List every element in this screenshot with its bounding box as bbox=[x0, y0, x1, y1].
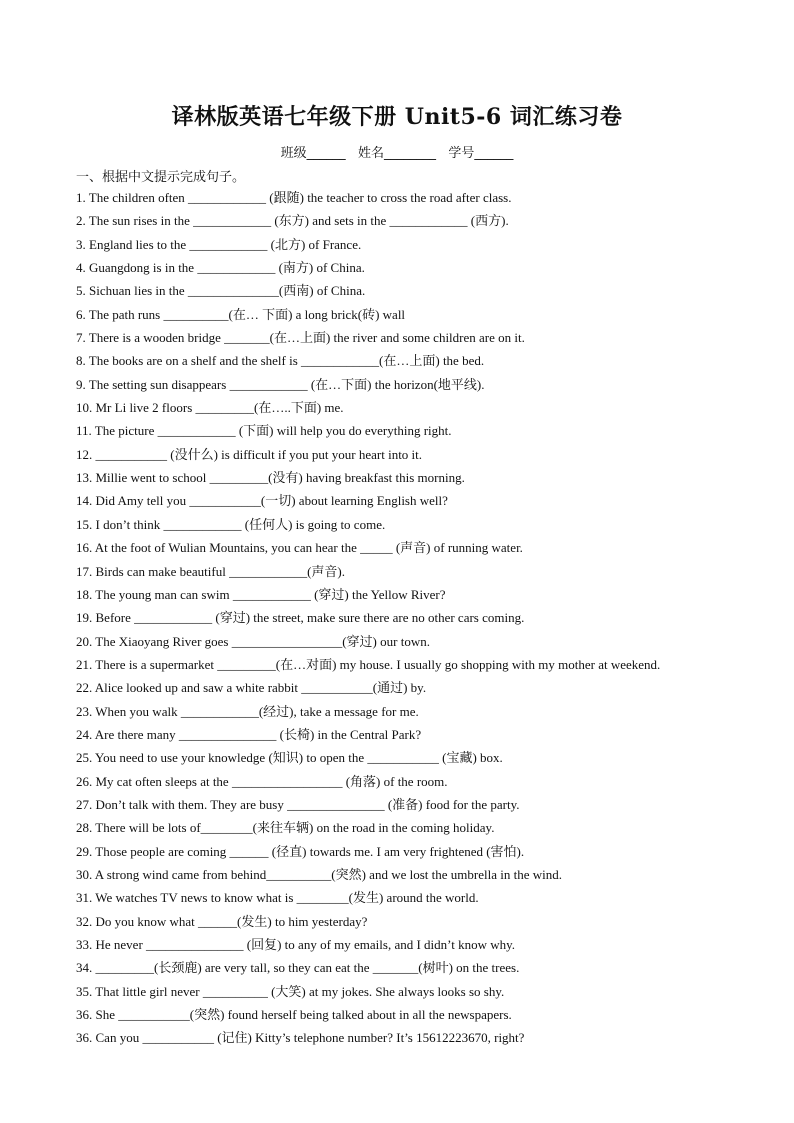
question-item: 3. England lies to the ____________ (北方) of France. bbox=[76, 236, 362, 252]
student-id-field: 学号______ bbox=[448, 146, 514, 161]
question-item: 10. Mr Li live 2 floors _________(在…..下面) me. bbox=[76, 400, 344, 416]
question-item: 11. The picture ____________ (下面) will help you do everything right. bbox=[76, 423, 452, 439]
question-item: 9. The setting sun disappears ____________ (在…下面) the horizon(地平线). bbox=[76, 376, 485, 392]
name-field: 姓名________ bbox=[357, 146, 436, 161]
question-item: 5. Sichuan lies in the ______________(西南) of China. bbox=[76, 283, 366, 299]
question-item: 1. The children often ____________ (跟随) the teacher to cross the road after class. bbox=[76, 190, 512, 205]
question-item: 35. That little girl never __________ (大笑) at my jokes. She always looks so shy. bbox=[76, 983, 505, 999]
question-item: 13. Millie went to school _________(没有) having breakfast this morning. bbox=[76, 470, 465, 486]
question-item: 23. When you walk ____________(经过), take a message for me. bbox=[76, 703, 419, 719]
question-item: 34. _________(长颈鹿) are very tall, so they can eat the _______(树叶) on the trees. bbox=[76, 960, 520, 976]
question-item: 36. Can you ___________ (记住) Kitty’s telephone number? It’s 15612223670, right? bbox=[76, 1030, 525, 1046]
question-item: 33. He never _______________ (回复) to any of my emails, and I didn’t know why. bbox=[76, 937, 516, 952]
question-item: 29. Those people are coming ______ (径直) towards me. I am very frightened (害怕). bbox=[76, 843, 525, 859]
page-title: 译林版英语七年级下册 Unit5-6 词汇练习卷 bbox=[171, 104, 623, 130]
question-item: 25. You need to use your knowledge (知识) to open the ___________ (宝藏) box. bbox=[76, 750, 503, 766]
question-item: 8. The books are on a shelf and the shelf is ____________(在…上面) the bed. bbox=[76, 353, 485, 369]
question-item: 30. A strong wind came from behind__________(突然) and we lost the umbrella in the wind. bbox=[76, 866, 562, 882]
question-item: 32. Do you know what ______(发生) to him yesterday? bbox=[76, 913, 368, 929]
class-field: 班级______ bbox=[280, 146, 346, 161]
question-item: 2. The sun rises in the ____________ (东方) and sets in the ____________ (西方). bbox=[76, 213, 509, 229]
question-item: 6. The path runs __________(在… 下面) a long brick(砖) wall bbox=[76, 306, 406, 322]
question-item: 18. The young man can swim ____________ (穿过) the Yellow River? bbox=[76, 586, 446, 602]
question-item: 22. Alice looked up and saw a white rabbit ___________(通过) by. bbox=[76, 680, 427, 696]
section-heading: 一、根据中文提示完成句子。 bbox=[76, 170, 246, 185]
question-item: 14. Did Amy tell you ___________(一切) about learning English well? bbox=[76, 493, 448, 509]
question-item: 4. Guangdong is in the ____________ (南方) of China. bbox=[76, 260, 365, 276]
question-item: 12. ___________ (没什么) is difficult if you put your heart into it. bbox=[76, 446, 423, 462]
question-item: 31. We watches TV news to know what is ________(发生) around the world. bbox=[76, 890, 479, 906]
question-item: 24. Are there many _______________ (长椅) in the Central Park? bbox=[76, 726, 422, 742]
question-item: 27. Don’t talk with them. They are busy _______________ (准备) food for the party. bbox=[76, 796, 520, 812]
question-item: 16. At the foot of Wulian Mountains, you can hear the _____ (声音) of running water. bbox=[76, 540, 523, 556]
question-item: 7. There is a wooden bridge _______(在…上面) the river and some children are on it. bbox=[76, 330, 525, 346]
question-list bbox=[76, 186, 736, 1050]
question-item: 15. I don’t think ____________ (任何人) is going to come. bbox=[76, 516, 386, 532]
question-item: 17. Birds can make beautiful ____________(声音). bbox=[76, 563, 345, 579]
question-item: 21. There is a supermarket _________(在…对面) my house. I usually go shopping with my mother at weekend. bbox=[76, 656, 661, 672]
question-item: 19. Before ____________ (穿过) the street, make sure there are no other cars coming. bbox=[76, 610, 525, 626]
student-info-line bbox=[0, 142, 794, 161]
question-item: 26. My cat often sleeps at the _________________ (角落) of the room. bbox=[76, 773, 448, 789]
question-item: 36. She ___________(突然) found herself being talked about in all the newspapers. bbox=[76, 1007, 512, 1023]
question-item: 28. There will be lots of________(来往车辆) on the road in the coming holiday. bbox=[76, 820, 495, 836]
question-item: 20. The Xiaoyang River goes _________________(穿过) our town. bbox=[76, 633, 430, 649]
